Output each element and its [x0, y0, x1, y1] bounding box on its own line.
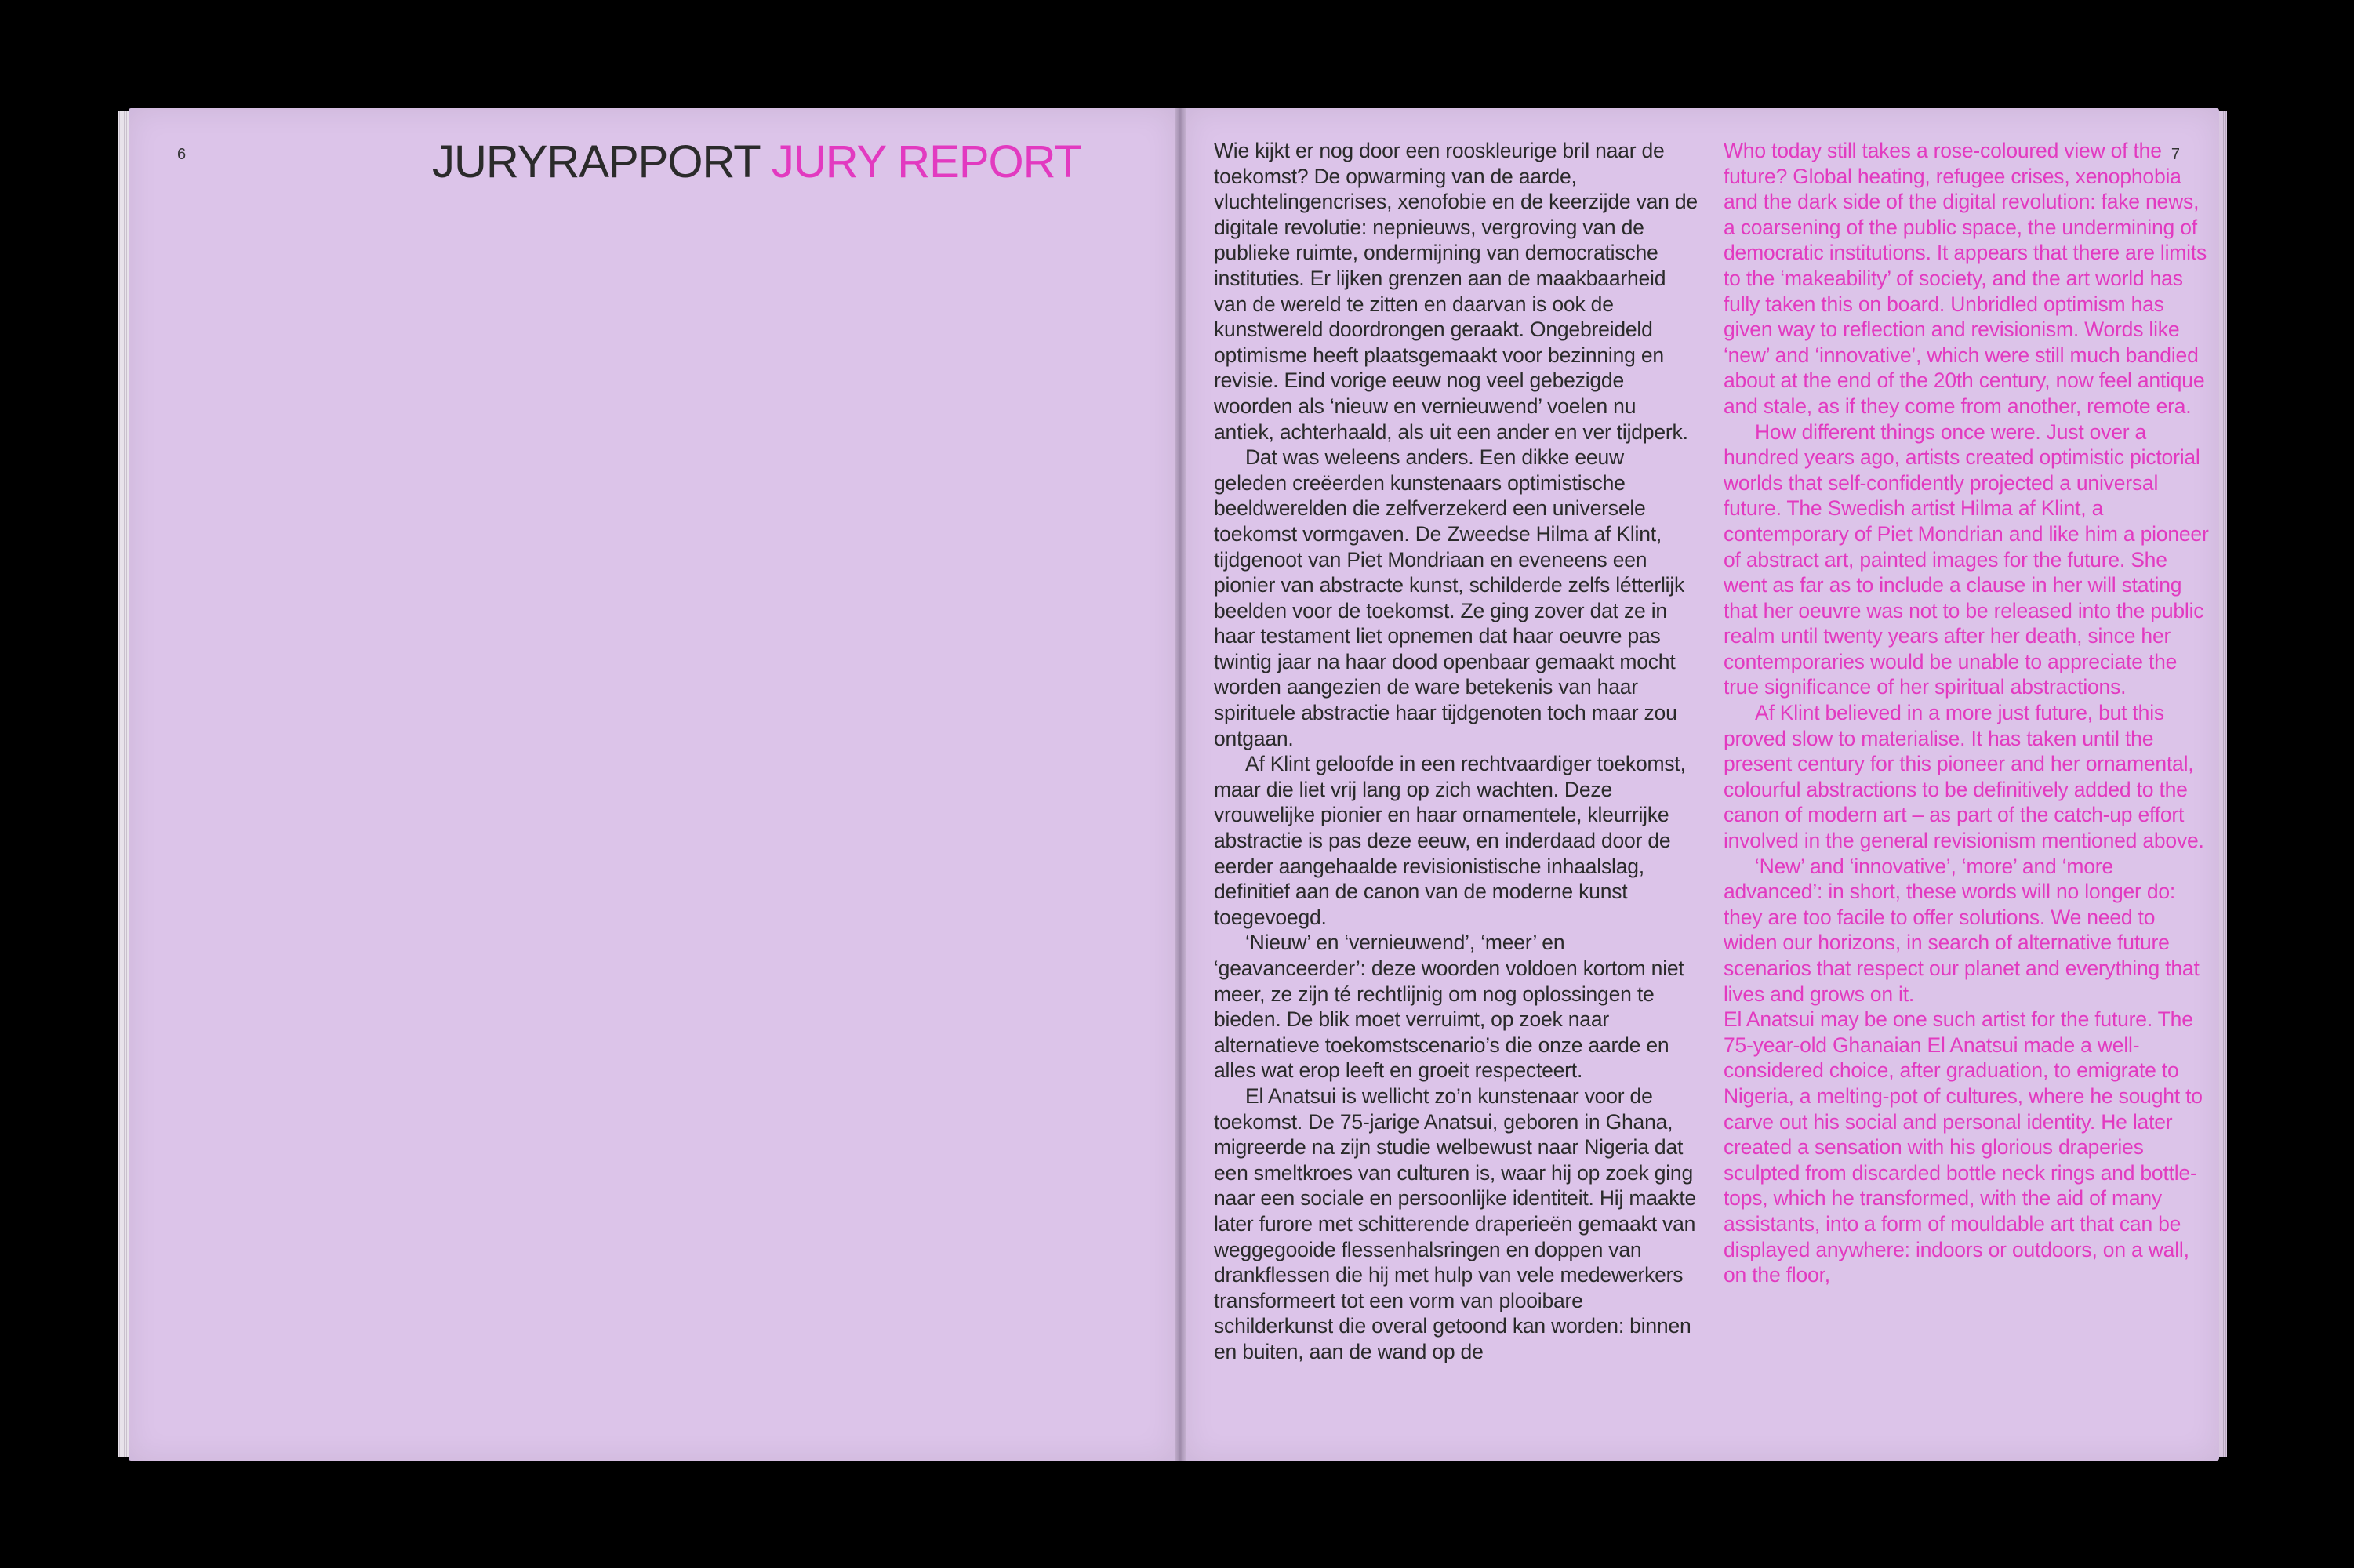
dutch-paragraph: Dat was weleens anders. Een dikke eeuw geleden creëerden kunstenaars optimistische beeldwerelden die zelfverzekerd een universele toekomst vormgaven. De Zweedse Hilma af Klint, tijdgenoot van Piet Mondriaan en eveneens een pionier van abstracte kunst, schilderde zelfs létterlijk beelden voor de toekomst. Ze ging zover dat ze in haar testament liet opnemen dat haar oeuvre pas twintig jaar na haar dood openbaar gemaakt mocht worden aangezien de ware betekenis van haar spirituele abstractie haar tijdgenoten toch maar zou ontgaan.	[1214, 445, 1685, 750]
right-page-number: 7	[2171, 146, 2180, 163]
left-page	[129, 108, 1175, 1461]
dutch-paragraph: El Anatsui is wellicht zo’n kunstenaar voor de toekomst. De 75-jarige Anatsui, geboren in Ghana, migreerde na zijn studie welbewust naar Nigeria dat een smeltkroes van culturen is, waar hij op zoek ging naar een sociale en persoonlijke identiteit. Hij maakte later furore met schitterende draperieën gemaakt van weggegooide flessenhalsringen en doppen van drankflessen die hij met hulp van vele medewerkers transformeert tot een vorm van plooibare schilderkunst die overal getoond kan worden: binnen en buiten, aan de wand op de	[1214, 1083, 1697, 1363]
heading-dutch: JURYRAPPORT	[432, 136, 760, 187]
book-gutter	[1175, 108, 1186, 1461]
dutch-paragraph: Wie kijkt er nog door een rooskleurige bril naar de toekomst? De opwarming van de aarde, vluchtelingencrises, xenofobie en de keerzijde van de digitale revolutie: nepnieuws, vergroving van de publieke ruimte, ondermijning van democratische instituties. Er lijken grenzen aan de maakbaarheid van de wereld te zitten en daarvan is ook de kunstwereld doordrongen geraakt. Ongebreideld optimisme heeft plaatsgemaakt voor bezinning en revisie. Eind vorige eeuw nog veel gebezigde woorden als ‘nieuw en vernieuwend’ voelen nu antiek, achterhaald, als uit een ander en ver tijdperk.	[1214, 139, 1698, 444]
dutch-paragraph: ‘Nieuw’ en ‘vernieuwend’, ‘meer’ en ‘geavanceerder’: deze woorden voldoen kortom niet meer, ze zijn té rechtlijnig om nog oplossingen te bieden. De blik moet verruimt, op zoek naar alternatieve toekomstscenario’s die onze aarde en alles wat erop leeft en groeit respecteert.	[1214, 931, 1684, 1083]
magazine-spread	[118, 108, 2223, 1461]
english-text-column	[1724, 138, 2210, 1288]
dutch-paragraph: Af Klint geloofde in een rechtvaardiger toekomst, maar die liet vrij lang op zich wachten. Deze vrouwelijke pionier en haar ornamentele, kleurrijke abstractie is pas deze eeuw, en inderdaad door de eerder aangehaalde revisionistische inhaalslag, definitief aan de canon van de moderne kunst toegevoegd.	[1214, 752, 1686, 929]
english-paragraph: How different things once were. Just over a hundred years ago, artists created optimistic pictorial worlds that self-confidently projected a universal future. The Swedish artist Hilma af Klint, a contemporary of Piet Mondrian and like him a pioneer of abstract art, painted images for the future. She went as far as to include a clause in her will stating that her oeuvre was not to be released into the public realm until twenty years after her death, since her contemporaries would be unable to appreciate the true significance of her spiritual abstractions.	[1724, 419, 2209, 699]
heading-english: JURY REPORT	[771, 136, 1081, 187]
left-page-number: 6	[177, 146, 187, 163]
english-paragraph: Who today still takes a rose-coloured view of the future? Global heating, refugee crises, xenophobia and the dark side of the digital revolution: fake news, a coarsening of the public space, the undermining of democratic institutions. It appears that there are limits to the ‘makeability’ of society, and the art world has fully taken this on board. Unbridled optimism has given way to reflection and revisionism. Words like ‘new’ and ‘innovative’, which were still much bandied about at the end of the 20th century, now feel antique and stale, as if they come from another, remote era.	[1724, 139, 2207, 418]
dutch-text-column	[1214, 138, 1700, 1365]
english-paragraph: ‘New’ and ‘innovative’, ‘more’ and ‘more advanced’: in short, these words will no longer do: they are too facile to offer solutions. We need to widen our horizons, in search of alternative future scenarios that respect our planet and everything that lives and grows on it.	[1724, 854, 2200, 1006]
english-paragraph: El Anatsui may be one such artist for the future. The 75-year-old Ghanaian El Anatsui made a well-considered choice, after graduation, to emigrate to Nigeria, a melting-pot of cultures, where he sought to carve out his social and personal identity. He later created a sensation with his glorious draperies sculpted from discarded bottle neck rings and bottle-tops, which he transformed, with the aid of many assistants, into a form of mouldable art that can be displayed anywhere: indoors or outdoors, on a wall, on the floor,	[1724, 1007, 2203, 1287]
english-paragraph: Af Klint believed in a more just future, but this proved slow to materialise. It has taken until the present century for this pioneer and her ornamental, colourful abstractions to be definitively added to the canon of modern art – as part of the catch-up effort involved in the general revisionism mentioned above.	[1724, 701, 2204, 853]
page-heading	[432, 136, 1081, 187]
